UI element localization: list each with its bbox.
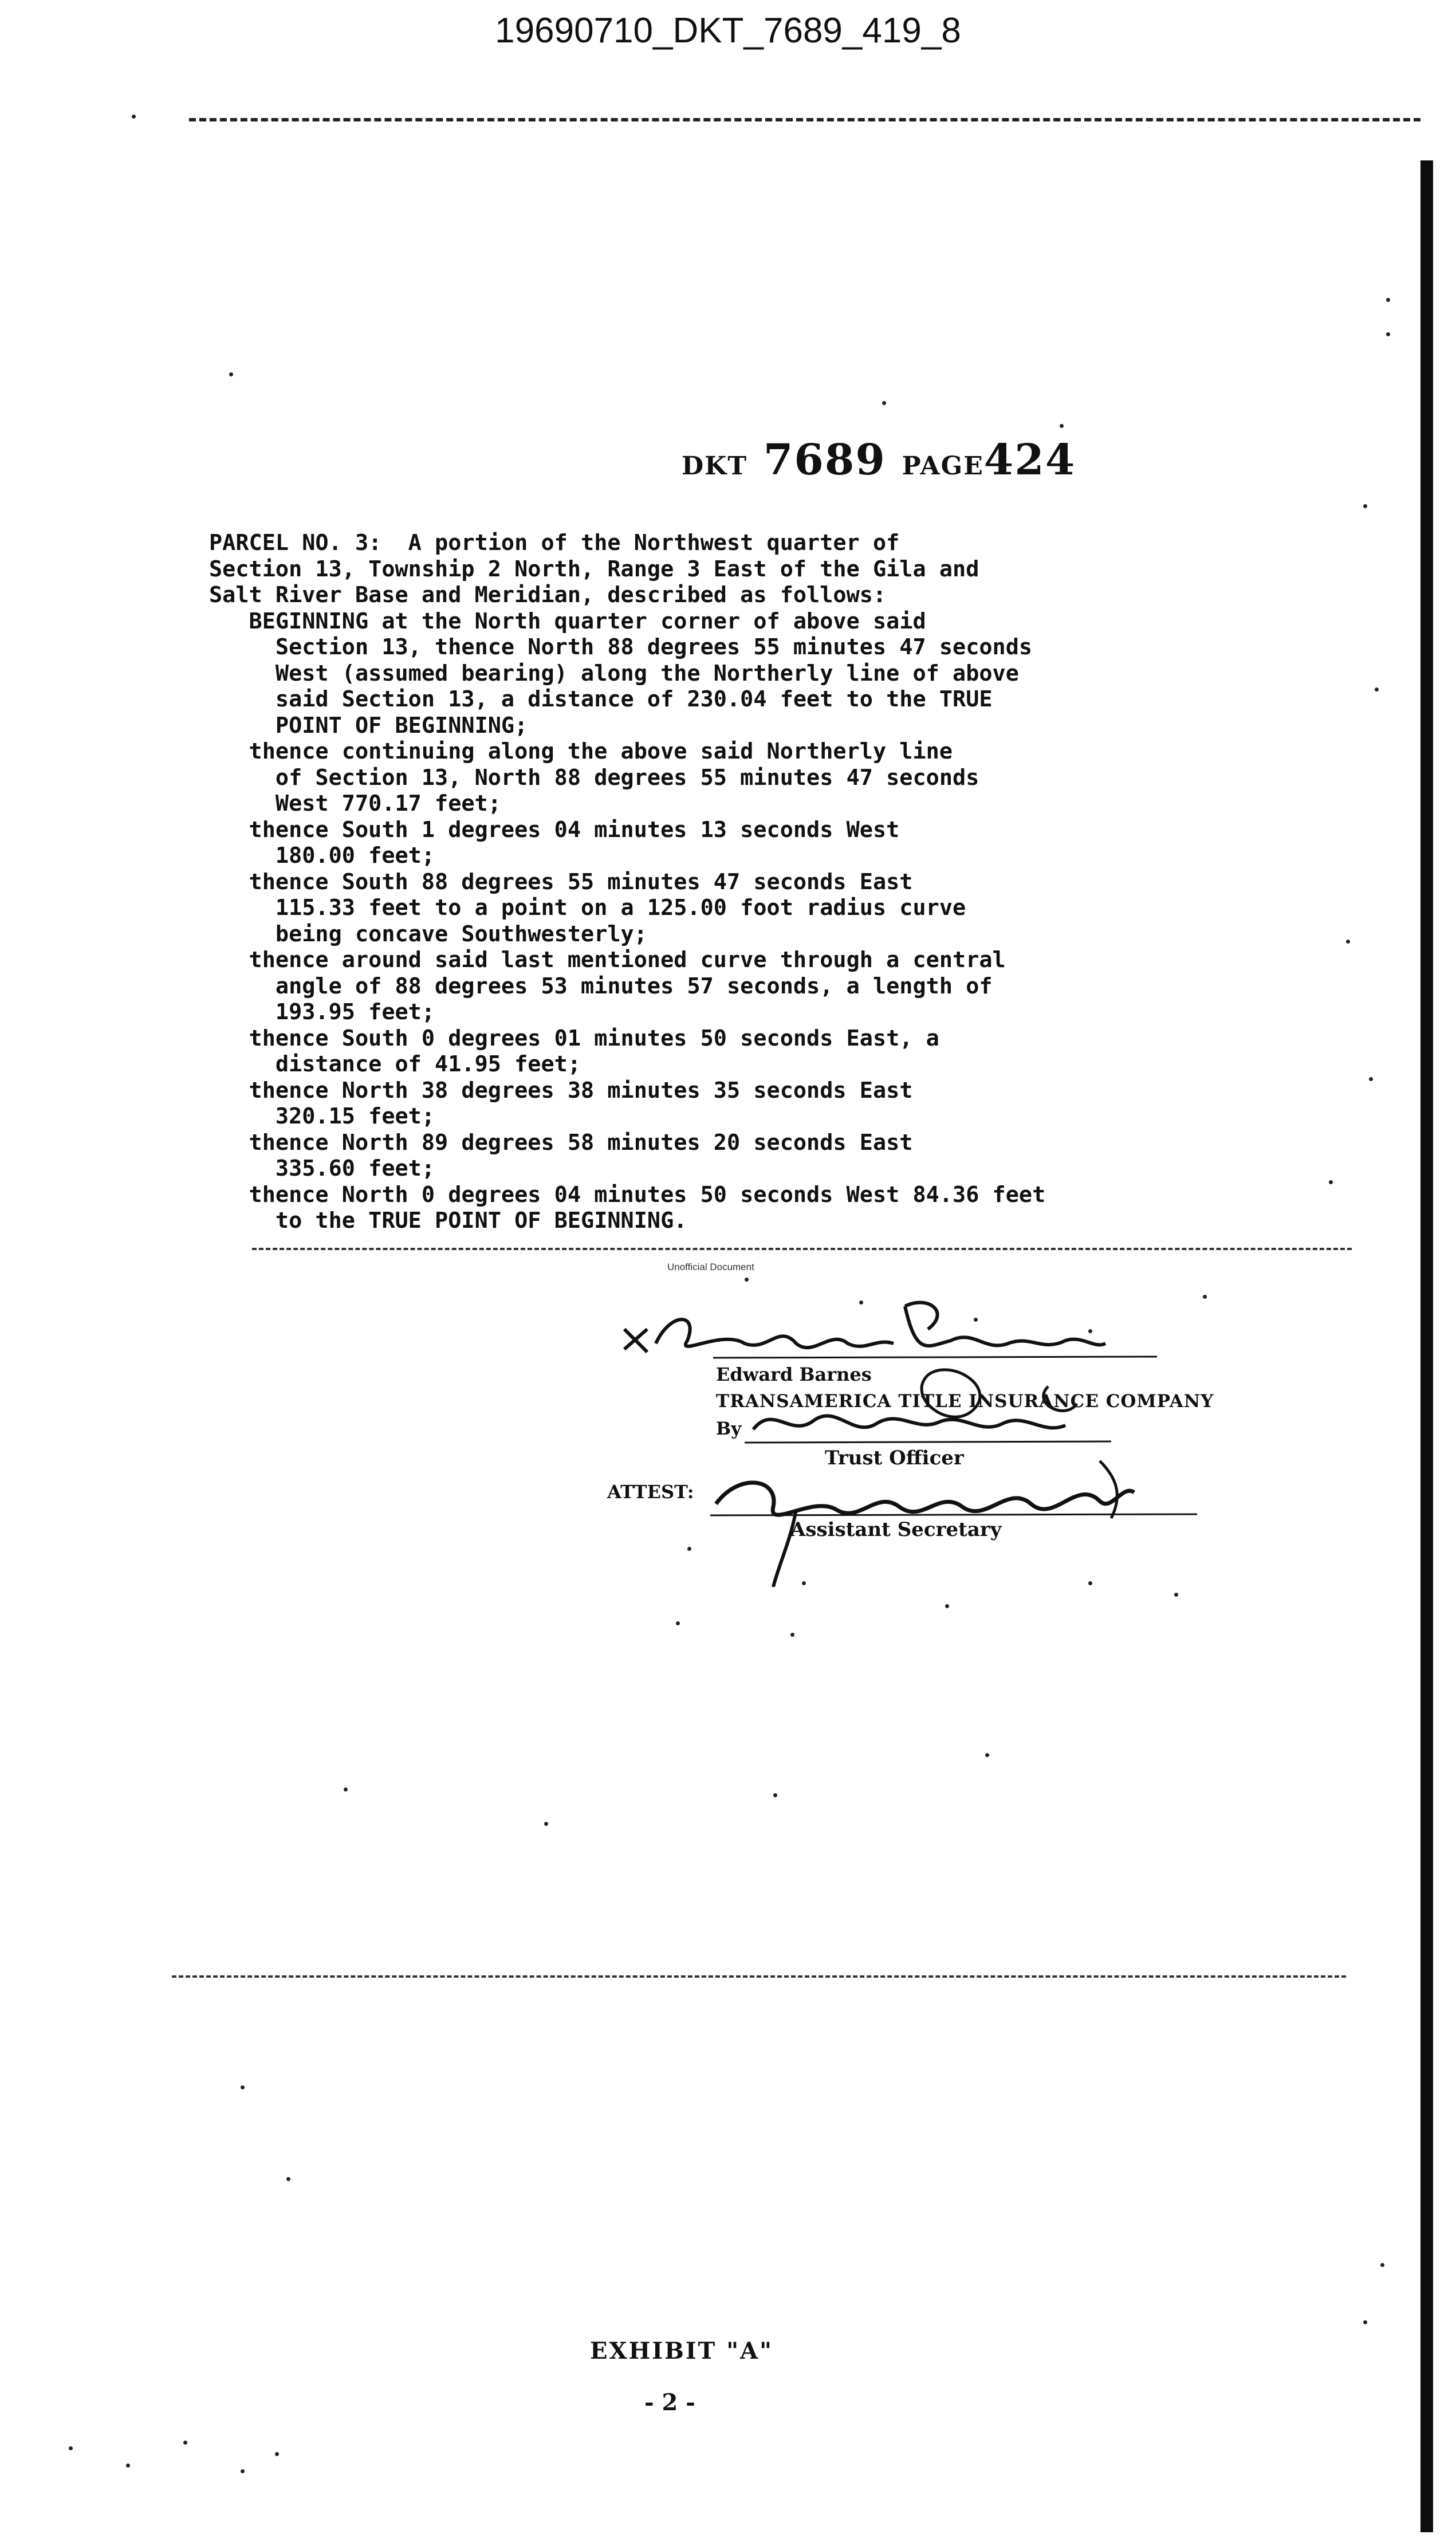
docket-page-prefix: PAGE xyxy=(902,451,984,481)
scan-speck xyxy=(286,2177,290,2181)
legal-description-line: thence around said last mentioned curve through a central xyxy=(209,947,1006,973)
scan-speck xyxy=(183,2441,187,2445)
legal-description-line: thence South 88 degrees 55 minutes 47 seconds East xyxy=(209,869,913,895)
legal-description-line: 115.33 feet to a point on a 125.00 foot radius curve xyxy=(209,895,966,921)
scan-speck xyxy=(985,1753,989,1757)
legal-description-line: Salt River Base and Meridian, described as follows: xyxy=(209,582,887,608)
scan-speck xyxy=(859,1301,863,1305)
legal-description-line: BEGINNING at the North quarter corner of above said xyxy=(209,608,926,634)
legal-description-line: angle of 88 degrees 53 minutes 57 seconds, a length of xyxy=(209,973,993,999)
legal-description-line: 180.00 feet; xyxy=(209,843,435,869)
assistant-secretary-label: Assistant Secretary xyxy=(790,1518,1002,1541)
unofficial-watermark: Unofficial Document xyxy=(667,1262,754,1272)
scan-speck xyxy=(1060,424,1064,428)
scan-speck xyxy=(229,372,233,376)
scan-speck xyxy=(1363,504,1367,508)
scan-speck xyxy=(344,1787,348,1791)
legal-description-line: thence North 89 degrees 58 minutes 20 seconds East xyxy=(209,1129,913,1156)
legal-description-line: thence South 1 degrees 04 minutes 13 seconds West xyxy=(209,816,900,843)
scan-edge-bar xyxy=(1420,160,1433,2532)
scan-speck xyxy=(241,2085,245,2089)
signature-block xyxy=(607,1289,1249,1587)
scan-speck xyxy=(1386,332,1390,336)
document-id: 19690710_DKT_7689_419_8 xyxy=(495,11,961,50)
scan-speck xyxy=(544,1822,548,1826)
scan-speck xyxy=(974,1318,978,1322)
scan-speck xyxy=(132,115,136,119)
legal-description-line: thence South 0 degrees 01 minutes 50 seconds East, a xyxy=(209,1025,939,1051)
scan-speck xyxy=(69,2446,73,2450)
scan-speck xyxy=(1386,298,1390,302)
scan-speck xyxy=(802,1581,806,1585)
legal-description-line: thence North 38 degrees 38 minutes 35 seconds East xyxy=(209,1077,913,1103)
top-scan-rule xyxy=(189,118,1420,121)
signer-name: Edward Barnes xyxy=(716,1364,872,1385)
scan-speck xyxy=(1203,1295,1207,1299)
scan-speck xyxy=(275,2452,279,2456)
middle-scan-rule xyxy=(252,1248,1352,1250)
bottom-scan-rule xyxy=(172,1975,1346,1978)
scan-speck xyxy=(1375,687,1379,692)
scan-speck xyxy=(1329,1180,1333,1184)
scan-speck xyxy=(1088,1329,1092,1333)
legal-description-line: thence continuing along the above said Northerly line xyxy=(209,738,953,764)
legal-description xyxy=(209,530,1252,1234)
scan-speck xyxy=(945,1604,949,1608)
scan-speck xyxy=(882,401,886,405)
legal-description-line: 335.60 feet; xyxy=(209,1156,435,1181)
page-number: - 2 - xyxy=(644,2389,695,2416)
legal-description-line: 193.95 feet; xyxy=(209,999,435,1025)
scan-speck xyxy=(745,1278,749,1282)
legal-description-line: thence North 0 degrees 04 minutes 50 seconds West 84.36 feet xyxy=(209,1181,1046,1208)
legal-description-line: said Section 13, a distance of 230.04 feet to the TRUE xyxy=(209,686,993,712)
scan-speck xyxy=(126,2464,130,2468)
scan-speck xyxy=(1380,2263,1384,2267)
attest-label: ATTEST: xyxy=(607,1481,694,1503)
scan-speck xyxy=(790,1633,794,1637)
scan-speck xyxy=(687,1547,691,1551)
legal-description-line: to the TRUE POINT OF BEGINNING. xyxy=(209,1208,687,1233)
docket-prefix: DKT xyxy=(682,451,748,481)
docket-stamp xyxy=(682,435,1076,485)
legal-description-line: Section 13, thence North 88 degrees 55 minutes 47 seconds xyxy=(209,634,1033,660)
scan-speck xyxy=(1174,1593,1178,1597)
legal-description-line: POINT OF BEGINNING; xyxy=(209,712,528,738)
legal-description-line: West 770.17 feet; xyxy=(209,791,501,816)
legal-description-line: distance of 41.95 feet; xyxy=(209,1051,581,1077)
docket-page-number: 424 xyxy=(983,435,1076,485)
scan-speck xyxy=(676,1621,680,1625)
legal-description-line: PARCEL NO. 3: A portion of the Northwest quarter of xyxy=(209,530,900,556)
scan-speck xyxy=(1088,1581,1092,1585)
legal-description-line: 320.15 feet; xyxy=(209,1103,435,1129)
scan-speck xyxy=(1346,940,1350,944)
legal-description-line: being concave Southwesterly; xyxy=(209,921,647,947)
docket-number: 7689 xyxy=(763,435,886,485)
company-name: TRANSAMERICA TITLE INSURANCE COMPANY xyxy=(716,1391,1214,1412)
trust-officer-label: Trust Officer xyxy=(825,1447,964,1470)
by-label: By xyxy=(716,1419,742,1439)
scan-speck xyxy=(1363,2320,1367,2324)
legal-description-line: of Section 13, North 88 degrees 55 minutes 47 seconds xyxy=(209,764,979,791)
scan-speck xyxy=(1369,1077,1373,1081)
legal-description-line: West (assumed bearing) along the Northerly line of above xyxy=(209,660,1019,686)
scan-speck xyxy=(773,1793,777,1797)
signature-scrawls xyxy=(607,1289,1249,1587)
legal-description-line: Section 13, Township 2 North, Range 3 East of the Gila and xyxy=(209,556,979,582)
exhibit-label: EXHIBIT "A" xyxy=(590,2337,773,2364)
scan-speck xyxy=(241,2469,245,2473)
